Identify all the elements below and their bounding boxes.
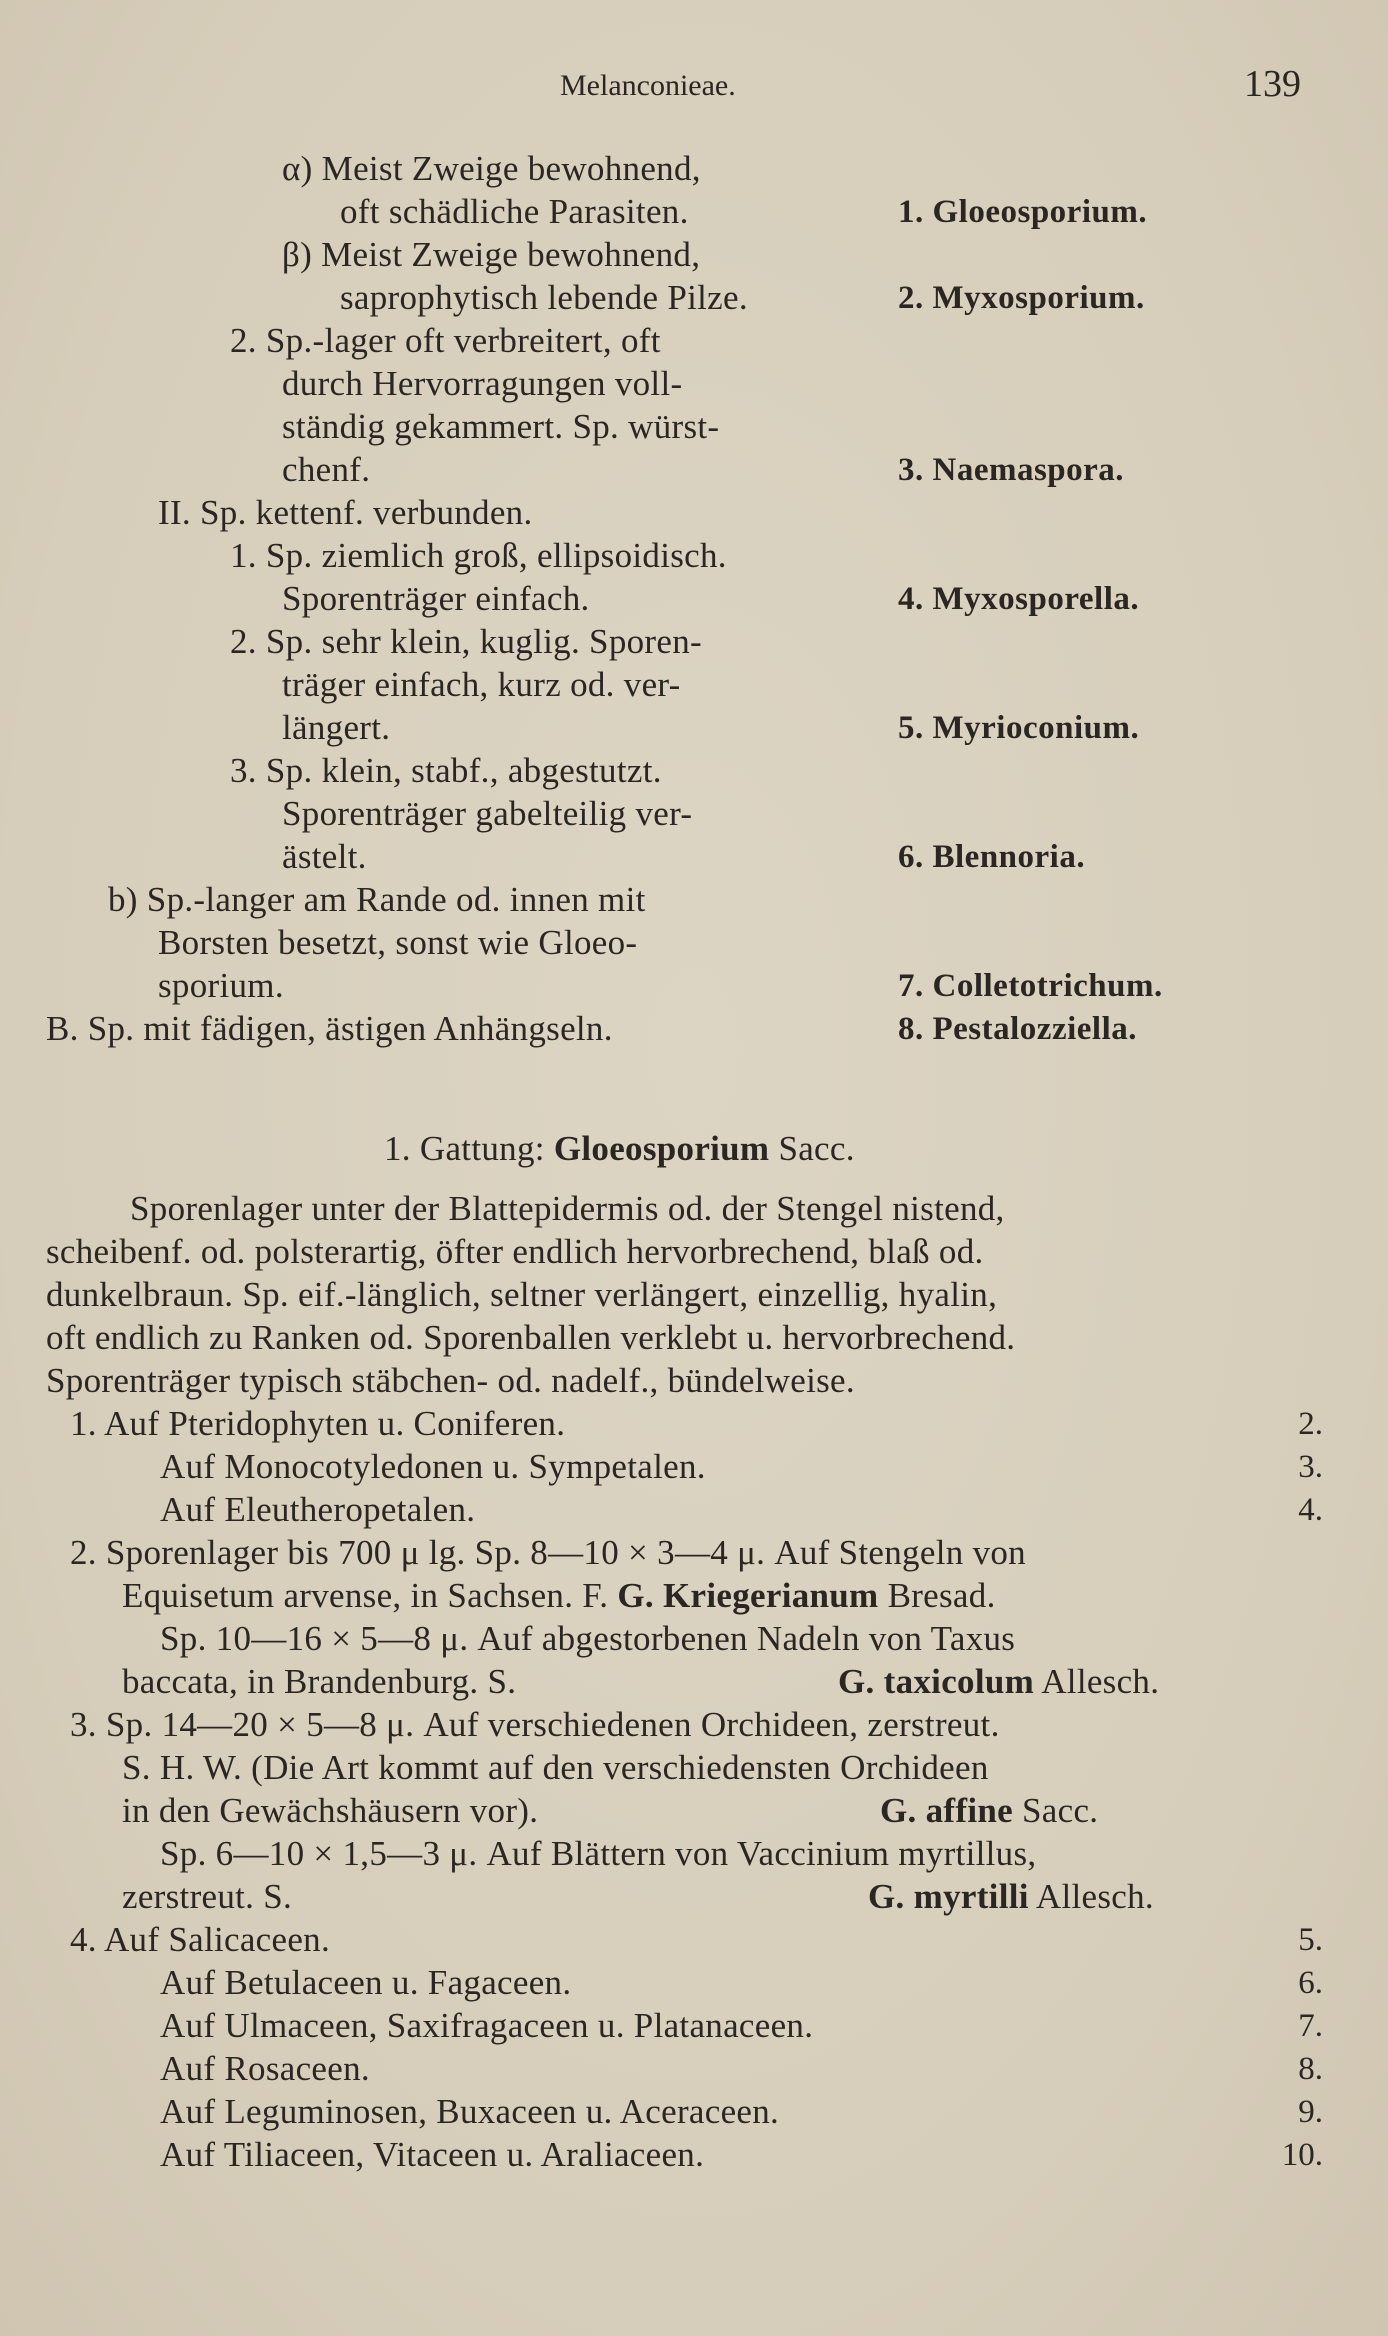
- key-line: Sporenträger gabelteilig ver-: [282, 794, 693, 833]
- running-title: Melanconieae.: [560, 69, 736, 102]
- key-line: ästelt.: [282, 837, 367, 876]
- genus-name: 6. Blennoria.: [898, 839, 1086, 875]
- genus-name: 3. Naemaspora.: [898, 452, 1125, 488]
- lead-number: 2.: [1298, 1406, 1323, 1442]
- key-line: 1. Sp. ziemlich groß, ellipsoidisch.: [230, 536, 727, 575]
- description-line: scheibenf. od. polsterartig, öfter endlich hervorbrechend, blaß od.: [46, 1232, 984, 1271]
- species-name: G. myrtilli Allesch.: [868, 1877, 1154, 1916]
- key2-line: 1. Auf Pteridophyten u. Coniferen.: [70, 1404, 566, 1443]
- genus-name: 4. Myxosporella.: [898, 581, 1140, 617]
- description-line: Sporenträger typisch stäbchen- od. nadelf., bündelweise.: [46, 1361, 855, 1400]
- key2-line: S. H. W. (Die Art kommt auf den verschiedensten Orchideen: [122, 1748, 989, 1787]
- key-line: träger einfach, kurz od. ver-: [282, 665, 681, 704]
- key2-line: baccata, in Brandenburg. S.: [122, 1662, 517, 1701]
- key2-line: Auf Monocotyledonen u. Sympetalen.: [160, 1447, 706, 1486]
- species-name: G. affine Sacc.: [880, 1791, 1099, 1830]
- key2-line: Auf Ulmaceen, Saxifragaceen u. Platanaceen.: [160, 2006, 814, 2045]
- species-name: G. taxicolum Allesch.: [838, 1662, 1160, 1701]
- key2-line: 3. Sp. 14—20 × 5—8 μ. Auf verschiedenen Orchideen, zerstreut.: [70, 1705, 1000, 1744]
- lead-number: 7.: [1298, 2008, 1323, 2044]
- key2-line: Equisetum arvense, in Sachsen. F. G. Kriegerianum Bresad.: [122, 1576, 996, 1615]
- key2-line: Auf Eleutheropetalen.: [160, 1490, 476, 1529]
- key2-line: Auf Rosaceen.: [160, 2049, 370, 2088]
- genus-name: 2. Myxosporium.: [898, 280, 1145, 316]
- key-line: 3. Sp. klein, stabf., abgestutzt.: [230, 751, 662, 790]
- key-line: α) Meist Zweige bewohnend,: [282, 149, 701, 188]
- lead-number: 6.: [1298, 1965, 1323, 2001]
- key-line: 2. Sp. sehr klein, kuglig. Sporen-: [230, 622, 702, 661]
- key-line: 2. Sp.-lager oft verbreitert, oft: [230, 321, 661, 360]
- page-number: 139: [1244, 63, 1301, 105]
- key2-line: 4. Auf Salicaceen.: [70, 1920, 331, 1959]
- key-line: Borsten besetzt, sonst wie Gloeo-: [158, 923, 638, 962]
- section-heading: 1. Gattung: Gloeosporium Sacc.: [384, 1129, 855, 1168]
- key2-line: in den Gewächshäusern vor).: [122, 1791, 539, 1830]
- lead-number: 10.: [1281, 2137, 1323, 2173]
- key-line: β) Meist Zweige bewohnend,: [282, 235, 701, 274]
- genus-name: 1. Gloeosporium.: [898, 194, 1148, 230]
- lead-number: 8.: [1298, 2051, 1323, 2087]
- key2-line: Sp. 10—16 × 5—8 μ. Auf abgestorbenen Nadeln von Taxus: [160, 1619, 1016, 1658]
- key-line: chenf.: [282, 450, 371, 489]
- key2-line: 2. Sporenlager bis 700 μ lg. Sp. 8—10 × 3—4 μ. Auf Stengeln von: [70, 1533, 1026, 1572]
- lead-number: 3.: [1298, 1449, 1323, 1485]
- key2-line: Auf Leguminosen, Buxaceen u. Aceraceen.: [160, 2092, 780, 2131]
- lead-number: 4.: [1298, 1492, 1323, 1528]
- key-line: durch Hervorragungen voll-: [282, 364, 683, 403]
- key-line: Sporenträger einfach.: [282, 579, 590, 618]
- key-line: oft schädliche Parasiten.: [340, 192, 689, 231]
- description-line: Sporenlager unter der Blattepidermis od. der Stengel nistend,: [130, 1189, 1005, 1228]
- genus-name: 5. Myrioconium.: [898, 710, 1140, 746]
- key-line: ständig gekammert. Sp. würst-: [282, 407, 720, 446]
- key-line: II. Sp. kettenf. verbunden.: [158, 493, 533, 532]
- key-line: saprophytisch lebende Pilze.: [340, 278, 748, 317]
- key2-line: Auf Tiliaceen, Vitaceen u. Araliaceen.: [160, 2135, 705, 2174]
- description-line: dunkelbraun. Sp. eif.-länglich, seltner verlängert, einzellig, hyalin,: [46, 1275, 998, 1314]
- key-line: sporium.: [158, 966, 284, 1005]
- key-line: B. Sp. mit fädigen, ästigen Anhängseln.: [46, 1009, 613, 1048]
- genus-name: 7. Colletotrichum.: [898, 968, 1163, 1004]
- lead-number: 9.: [1298, 2094, 1323, 2130]
- key-line: längert.: [282, 708, 391, 747]
- description-line: oft endlich zu Ranken od. Sporenballen verklebt u. hervorbrechend.: [46, 1318, 1016, 1357]
- key2-line: zerstreut. S.: [122, 1877, 293, 1916]
- lead-number: 5.: [1298, 1922, 1323, 1958]
- key2-line: Auf Betulaceen u. Fagaceen.: [160, 1963, 572, 2002]
- genus-name: 8. Pestalozziella.: [898, 1011, 1138, 1047]
- key2-line: Sp. 6—10 × 1,5—3 μ. Auf Blättern von Vaccinium myrtillus,: [160, 1834, 1037, 1873]
- key-line: b) Sp.-langer am Rande od. innen mit: [108, 880, 646, 919]
